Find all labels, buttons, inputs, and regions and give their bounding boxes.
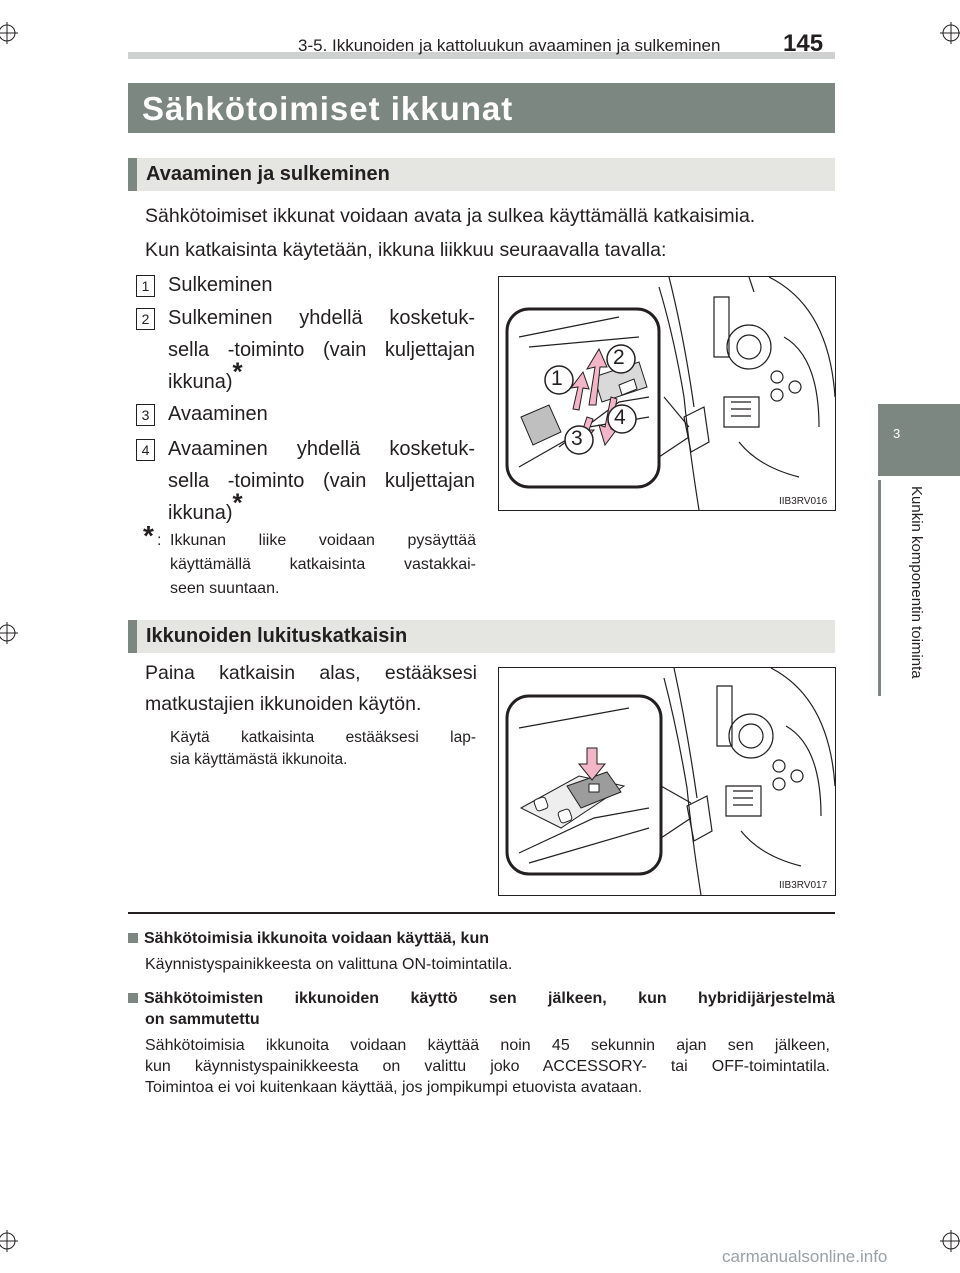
window-lock-figure [498, 667, 836, 896]
list-item-text: Avaaminen [168, 403, 268, 425]
section-heading-bar [128, 158, 835, 191]
chapter-label: Kunkin komponentin toiminta [908, 486, 925, 679]
page-number: 145 [783, 30, 824, 57]
list-item-text: Sulkeminen [168, 274, 273, 296]
list-item-text: Sulkeminen yhdellä kosketuk- [168, 307, 475, 329]
window-lock-switch-illustration [499, 668, 835, 895]
info-line: Toimintoa ei voi kuitenkaan käyttää, jos jompikumpi etuovista avataan. [145, 1079, 643, 1096]
note-line: sia käyttämästä ikkunoita. [170, 751, 348, 768]
footnote-line: Ikkunan liike voidaan pysäyttää [170, 532, 476, 549]
page-title-bar [128, 83, 835, 133]
intro-paragraph: Sähkötoimiset ikkunat voidaan avata ja sulkea käyttämällä katkaisimia. [145, 205, 756, 227]
list-item-text: sella -toiminto (vain kuljettajan [168, 470, 475, 492]
registration-mark-icon [0, 1230, 18, 1252]
chapter-tab [878, 404, 960, 476]
list-item [168, 398, 475, 430]
list-item-text: sella -toiminto (vain kuljettajan [168, 339, 475, 361]
section-paragraph [145, 658, 477, 720]
bullet-square-icon [128, 933, 138, 943]
registration-mark-icon [0, 22, 18, 44]
item-number: 2 [136, 308, 155, 330]
list-item-text: ikkuna)* [168, 356, 243, 393]
callout-number: 3 [571, 427, 583, 450]
footnote-star: * [143, 520, 154, 551]
window-switch-figure [498, 276, 836, 511]
list-item-text: ikkuna)* [168, 487, 243, 524]
info-body [145, 1035, 830, 1098]
section-divider [128, 912, 835, 914]
section-heading: Ikkunoiden lukituskatkaisin [146, 625, 408, 647]
footnote [170, 529, 476, 601]
info-heading: Sähkötoimisten ikkunoiden käyttö sen jälkeen, kun hybridijärjestelmä on sammutettu [128, 988, 835, 1030]
list-item [168, 433, 475, 529]
info-body: Käynnistyspainikkeesta on valittuna ON-toimintatila. [145, 956, 513, 973]
page-title: Sähkötoimiset ikkunat [142, 90, 514, 127]
list-item [168, 302, 475, 398]
footnote-star: * [232, 356, 243, 387]
item-number: 3 [136, 404, 155, 426]
list-item-text: Avaaminen yhdellä kosketuk- [168, 438, 475, 460]
note-line: Käytä katkaisinta estääksesi lap- [170, 729, 476, 746]
paragraph-line: matkustajien ikkunoiden käytön. [145, 693, 422, 715]
figure-code: IIB3RV017 [779, 880, 828, 891]
footnote-star: * [232, 487, 243, 518]
item-number: 1 [136, 275, 155, 297]
info-line: kun käynnistyspainikkeesta on valittu joko ACCESSORY- tai OFF-toimintatila. [145, 1058, 830, 1075]
registration-mark-icon [940, 1230, 960, 1252]
chapter-label-tab [878, 480, 960, 696]
callout-number: 2 [613, 346, 625, 369]
section-note [170, 727, 476, 771]
list-item [168, 269, 475, 301]
header-section-title: 3-5. Ikkunoiden ja kattoluukun avaaminen ja sulkeminen [298, 36, 721, 55]
figure-code: IIB3RV016 [779, 496, 828, 507]
registration-mark-icon [0, 622, 18, 644]
section-heading: Avaaminen ja sulkeminen [146, 163, 390, 185]
intro-paragraph: Kun katkaisinta käytetään, ikkuna liikkuu seuraavalla tavalla: [145, 239, 667, 261]
chapter-number: 3 [893, 426, 901, 441]
paragraph-line: Paina katkaisin alas, estääksesi [145, 662, 477, 684]
footnote-line: käyttämällä katkaisinta vastakkai- [170, 556, 476, 573]
watermark: carmanualsonline.info [722, 1247, 888, 1266]
bullet-square-icon [128, 993, 138, 1003]
callout-number: 4 [614, 406, 626, 429]
power-window-switch-illustration [499, 277, 835, 510]
magnifier-callout [507, 309, 689, 487]
section-heading-bar [128, 620, 835, 653]
info-heading: Sähkötoimisia ikkunoita voidaan käyttää, kun [128, 928, 835, 949]
callout-number: 1 [551, 367, 563, 390]
info-line: Sähkötoimisia ikkunoita voidaan käyttää noin 45 sekunnin ajan sen jälkeen, [145, 1037, 830, 1054]
footnote-line: seen suuntaan. [170, 580, 280, 597]
item-number: 4 [136, 439, 155, 461]
registration-mark-icon [940, 22, 960, 44]
